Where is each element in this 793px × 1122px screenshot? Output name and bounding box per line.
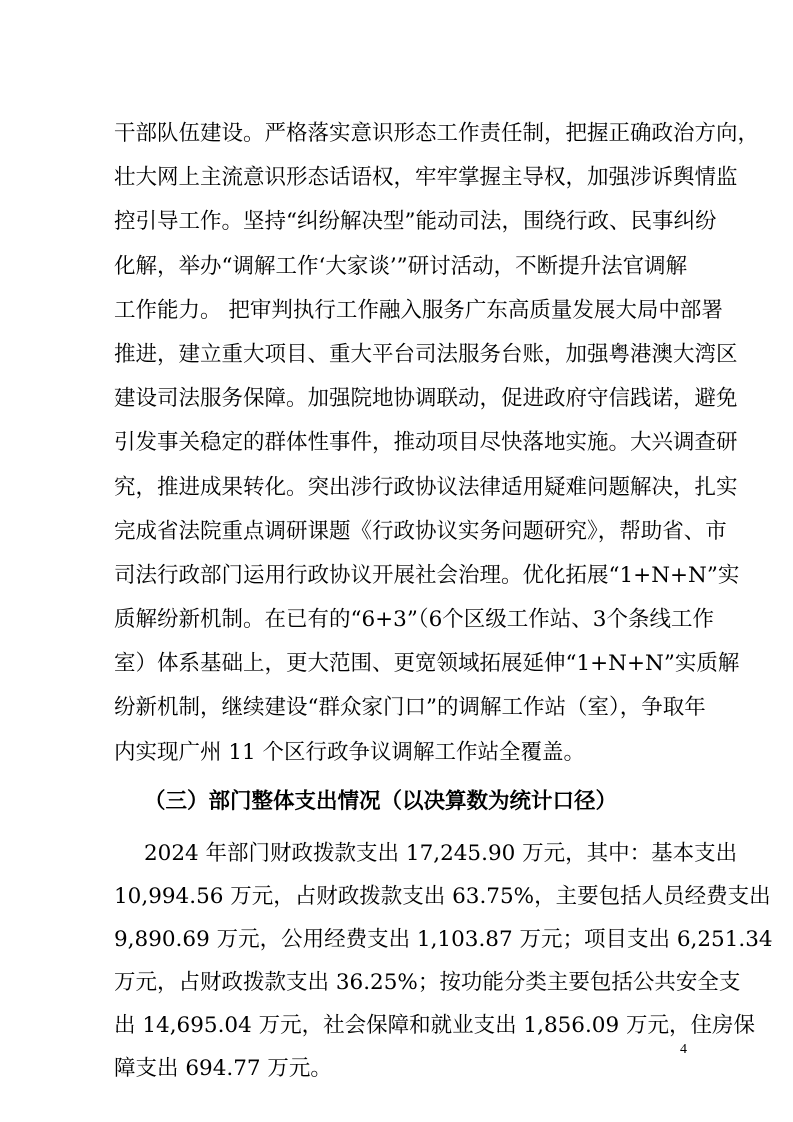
text-line: 推进，建立重大项目、重大平台司法服务台账，加强粤港澳大湾区 — [114, 341, 738, 367]
text-line: 究，推进成果转化。突出涉行政协议法律适用疑难问题解决，扎实 — [114, 474, 738, 500]
text-line: 2024 年部门财政拨款支出 17,245.90 万元，其中：基本支出 — [144, 841, 738, 866]
text-line: 9,890.69 万元，公用经费支出 1,103.87 万元；项目支出 6,251.34 — [114, 927, 773, 952]
text-line: 障支出 694.77 万元。 — [114, 1056, 332, 1081]
text-line: 建设司法服务保障。加强院地协调联动，促进政府守信践诺，避免 — [114, 386, 738, 412]
text-line: 万元，占财政拨款支出 36.25%；按功能分类主要包括公共安全支 — [114, 970, 741, 995]
text-line: 完成省法院重点调研课题《行政协议实务问题研究》，帮助省、市 — [114, 518, 727, 544]
text-line: 壮大网上主流意识形态话语权，牢牢掌握主导权，加强涉诉舆情监 — [114, 165, 738, 191]
text-line: 引发事关稳定的群体性事件，推动项目尽快落地实施。大兴调查研 — [114, 430, 738, 456]
text-line: 10,994.56 万元，占财政拨款支出 63.75%，主要包括人员经费支出 — [114, 884, 771, 909]
page-content — [114, 112, 773, 1090]
text-line: 干部队伍建设。严格落实意识形态工作责任制，把握正确政治方向， — [114, 121, 760, 146]
text-line: 司法行政部门运用行政协议开展社会治理。优化拓展“1+N+N”实 — [114, 562, 740, 588]
text-line: 室）体系基础上，更大范围、更宽领域拓展延伸“1+N+N”实质解 — [114, 651, 740, 677]
text-line: 化解，举办“调解工作‘大家谈’”研讨活动，不断提升法官调解 — [114, 253, 688, 279]
text-line: 质解纷新机制。在已有的“6+3”（6个区级工作站、3个条线工作 — [114, 607, 714, 633]
paragraph-work-report — [114, 112, 760, 775]
page-number: 4 — [680, 1042, 687, 1057]
text-line: 内实现广州 11 个区行政争议调解工作站全覆盖。 — [114, 739, 586, 765]
section-heading: （三）部门整体支出情况（以决算数为统计口径） — [144, 788, 618, 814]
text-line: 工作能力。 把审判执行工作融入服务广东高质量发展大局中部署 — [114, 297, 723, 323]
paragraph-expenditure — [114, 832, 773, 1090]
text-line: 控引导工作。坚持“纠纷解决型”能动司法，围绕行政、民事纠纷 — [114, 209, 717, 235]
text-line: 纷新机制，继续建设“群众家门口”的调解工作站（室），争取年 — [114, 695, 706, 721]
text-line: 出 14,695.04 万元，社会保障和就业支出 1,856.09 万元，住房保 — [114, 1013, 756, 1038]
